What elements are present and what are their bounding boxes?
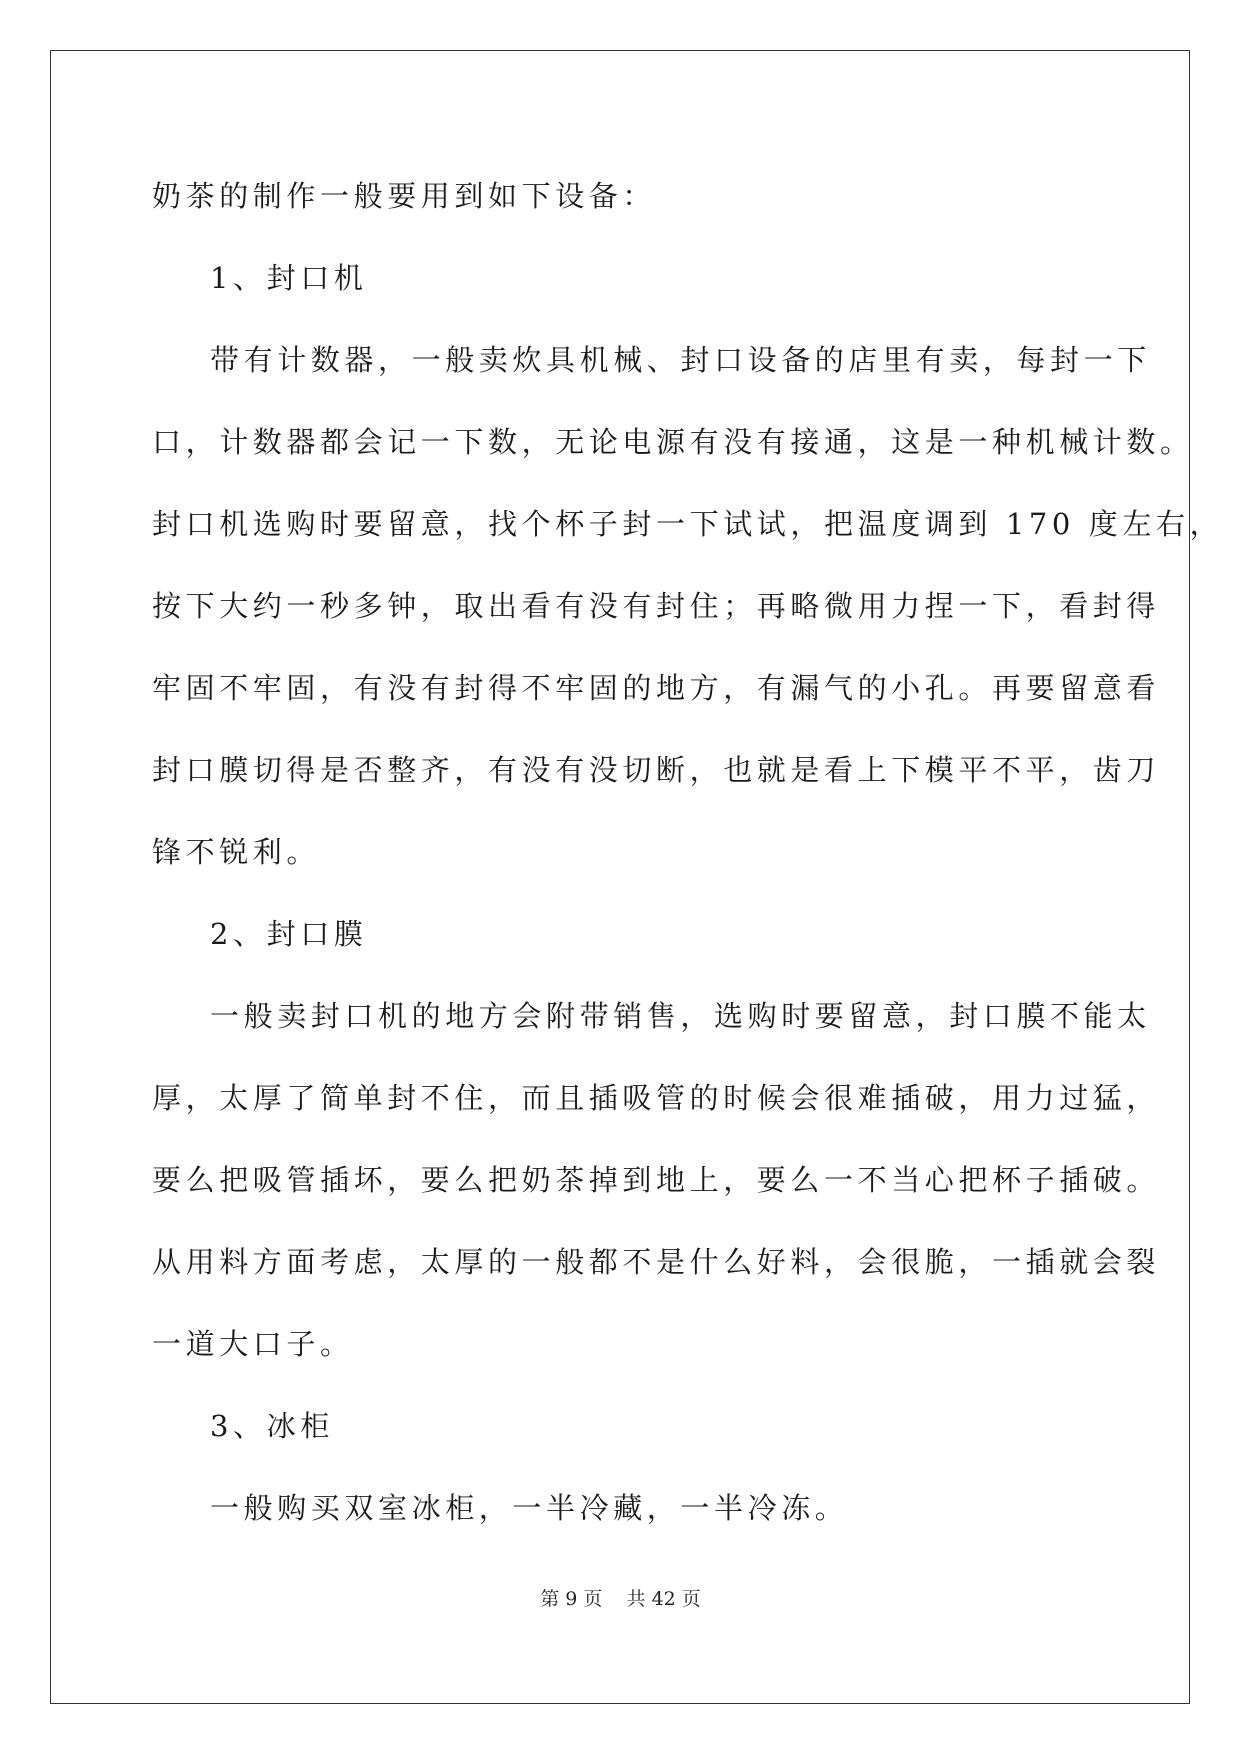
paragraph-line: 带有计数器，一般卖炊具机械、封口设备的店里有卖，每封一下 (210, 343, 1151, 377)
paragraph-line: 一般卖封口机的地方会附带销售，选购时要留意，封口膜不能太 (210, 999, 1151, 1033)
document-body (152, 155, 1224, 1549)
heading-sealing-machine: 1、封口机 (210, 261, 368, 295)
page-number: 第 9 页 (540, 1588, 603, 1610)
paragraph-line: 封口机选购时要留意，找个杯子封一下试试，把温度调到 170 度左右， (152, 507, 1224, 541)
paragraph-line: 一般购买双室冰柜，一半冷藏，一半冷冻。 (210, 1491, 849, 1525)
paragraph-line: 口，计数器都会记一下数，无论电源有没有接通，这是一种机械计数。 (152, 425, 1194, 459)
total-pages: 共 42 页 (626, 1588, 701, 1610)
heading-sealing-film: 2、封口膜 (210, 917, 368, 951)
paragraph-line: 一道大口子。 (152, 1327, 354, 1361)
intro-line: 奶茶的制作一般要用到如下设备： (152, 179, 657, 213)
paragraph-line: 从用料方面考虑，太厚的一般都不是什么好料，会很脆，一插就会裂 (152, 1245, 1161, 1279)
paragraph-line: 锋不锐利。 (152, 835, 321, 869)
paragraph-line: 牢固不牢固，有没有封得不牢固的地方，有漏气的小孔。再要留意看 (152, 671, 1161, 705)
paragraph-line: 要么把吸管插坏，要么把奶茶掉到地上，要么一不当心把杯子插破。 (152, 1163, 1161, 1197)
paragraph-line: 按下大约一秒多钟，取出看有没有封住；再略微用力捏一下，看封得 (152, 589, 1161, 623)
page-footer (0, 1586, 1241, 1612)
paragraph-line: 封口膜切得是否整齐，有没有没切断，也就是看上下模平不平，齿刀 (152, 753, 1161, 787)
paragraph-line: 厚，太厚了简单封不住，而且插吸管的时候会很难插破，用力过猛， (152, 1081, 1161, 1115)
heading-freezer: 3、冰柜 (210, 1409, 334, 1443)
